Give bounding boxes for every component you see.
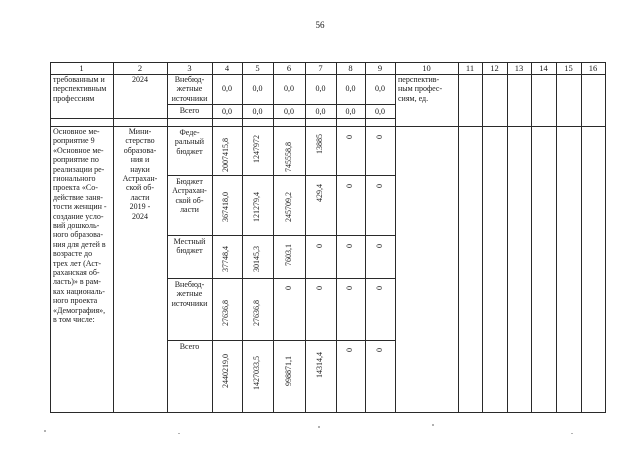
cell-text: проекта «Со- (53, 183, 98, 193)
cell-value: 0,0 (252, 107, 263, 116)
header-col-11: 11 (465, 63, 475, 73)
cell-source: Бюджет (176, 177, 203, 186)
cell-value: 13885 (315, 134, 324, 154)
cell-text: возрасте до (53, 249, 93, 259)
cell-value: 37748,4 (221, 246, 230, 272)
cell-text: роприятие 9 (53, 136, 95, 146)
cell-value: 0 (345, 348, 354, 352)
cell-source: Внебюд- (174, 280, 205, 289)
cell-source: ской об- (175, 195, 204, 205)
cell-value: 7603,1 (284, 244, 293, 266)
cell-value: 0 (315, 244, 324, 248)
page-number: 56 (315, 20, 325, 30)
header-col-7: 7 (318, 63, 323, 73)
cell-text: ного образова- (53, 230, 103, 240)
cell-text: ласти (130, 192, 150, 202)
cell-value: 0 (345, 184, 354, 188)
cell-value: 2007415,8 (221, 138, 230, 172)
cell-text: ния и (130, 155, 150, 165)
cell-text: создание усло- (53, 211, 104, 221)
cell-value: 2440219,0 (221, 354, 230, 388)
cell-text: трех лет (Аст- (53, 258, 102, 268)
cell-value: 0 (375, 135, 384, 139)
cell-text: Мини- (128, 127, 152, 136)
cell-source: бюджет (176, 246, 203, 256)
cell-text: Основное ме- (53, 127, 100, 136)
cell-text: 2024 (132, 211, 148, 221)
header-col-4: 4 (224, 63, 230, 73)
cell-source: бюджет (176, 146, 203, 156)
header-col-1: 1 (79, 63, 84, 73)
cell-value: 0,0 (222, 107, 232, 116)
cell-value: 0,0 (284, 107, 294, 116)
cell-text: раханская об- (53, 268, 100, 277)
cell-text: в том числе: (53, 315, 95, 324)
cell-text: ской об- (125, 183, 155, 193)
cell-text: науки (130, 164, 150, 174)
cell-value: 0,0 (284, 84, 294, 93)
cell-text: профессиям (53, 93, 95, 103)
cell-value: 0 (345, 286, 354, 290)
cell-source: Местный (173, 237, 206, 246)
cell-text: сиям, ед. (398, 93, 429, 103)
cell-value: 0 (345, 135, 354, 139)
header-col-16: 16 (588, 63, 598, 73)
cell-source: Астрахан- (172, 186, 207, 196)
cell-value: 0,0 (375, 84, 385, 93)
cell-value: 0 (345, 244, 354, 248)
cell-value: 0,0 (315, 107, 326, 116)
header-col-14: 14 (539, 63, 548, 73)
cell-text: образова- (123, 145, 157, 155)
cell-value: 0,0 (252, 84, 263, 93)
header-col-6: 6 (286, 63, 292, 73)
cell-value: 121279,4 (252, 192, 261, 222)
header-col-15: 15 (564, 63, 573, 73)
cell-text: действие заня- (53, 192, 103, 202)
cell-value: 27636,8 (221, 300, 230, 326)
cell-text: перспективным (53, 84, 107, 94)
cell-text: стерство (125, 136, 155, 146)
cell-value: 429,4 (315, 184, 324, 202)
cell-text: 2019 - (129, 202, 151, 212)
cell-source: источники (171, 93, 208, 103)
cell-value: 998871,1 (284, 356, 293, 386)
cell-value: 0,0 (222, 84, 232, 93)
cell-value: 0,0 (375, 107, 385, 116)
cell-text: ласть)» в рам- (53, 277, 101, 287)
cell-source: Всего (179, 342, 200, 351)
cell-source: Всего (179, 106, 200, 115)
cell-value: 30145,3 (252, 246, 261, 272)
cell-text: гионального (53, 174, 96, 183)
header-col-3: 3 (187, 63, 192, 73)
cell-value: 14314,4 (315, 352, 324, 378)
cell-text: «Основное ме- (53, 145, 104, 155)
cell-value: 1427033,5 (252, 356, 261, 390)
cell-source: Внебюд- (174, 75, 205, 84)
cell-text: тости женщин - (53, 202, 107, 212)
cell-value: 1247972 (252, 135, 261, 163)
cell-text: ным профес- (398, 84, 443, 94)
cell-text: Астрахан- (122, 174, 158, 183)
cell-value: 0 (375, 244, 384, 248)
cell-source: ральный (174, 137, 205, 147)
cell-source: источники (171, 298, 208, 308)
cell-text: роприятие по (53, 155, 99, 165)
cell-value: 0 (315, 286, 324, 290)
cell-value: 0 (284, 286, 293, 290)
cell-value: 0 (375, 286, 384, 290)
cell-text: ках националь- (53, 286, 105, 296)
cell-text: требованным и (53, 75, 105, 84)
cell-text: реализации ре- (53, 164, 105, 174)
header-col-9: 9 (377, 63, 383, 73)
header-col-8: 8 (348, 63, 353, 73)
header-col-12: 12 (490, 63, 499, 73)
cell-value: 0,0 (345, 107, 356, 116)
cell-value: 367418,0 (221, 192, 230, 222)
cell-value: 0 (375, 184, 384, 188)
cell-source: жетные (176, 84, 203, 94)
cell-source: ласти (180, 205, 199, 215)
cell-text: ного проекта (53, 296, 98, 306)
header-col-2: 2 (137, 63, 143, 73)
cell-value: 0,0 (345, 84, 356, 93)
cell-value: 245709,2 (284, 192, 293, 222)
cell-value: 745558,8 (284, 142, 293, 172)
cell-text: ния для детей в (53, 239, 106, 249)
header-col-13: 13 (514, 63, 524, 73)
header-col-10: 10 (422, 63, 431, 73)
cell-text: «Демография», (53, 305, 106, 315)
cell-source: Феде- (179, 128, 200, 137)
cell-value: 27636,8 (252, 300, 261, 326)
cell-source: жетные (176, 289, 203, 299)
header-col-5: 5 (255, 63, 260, 73)
cell-text: перспектив- (398, 75, 440, 84)
cell-value: 0,0 (315, 84, 326, 93)
cell-value: 0 (375, 348, 384, 352)
cell-text: вий дошколь- (53, 221, 100, 230)
cell-year: 2024 (132, 75, 148, 84)
